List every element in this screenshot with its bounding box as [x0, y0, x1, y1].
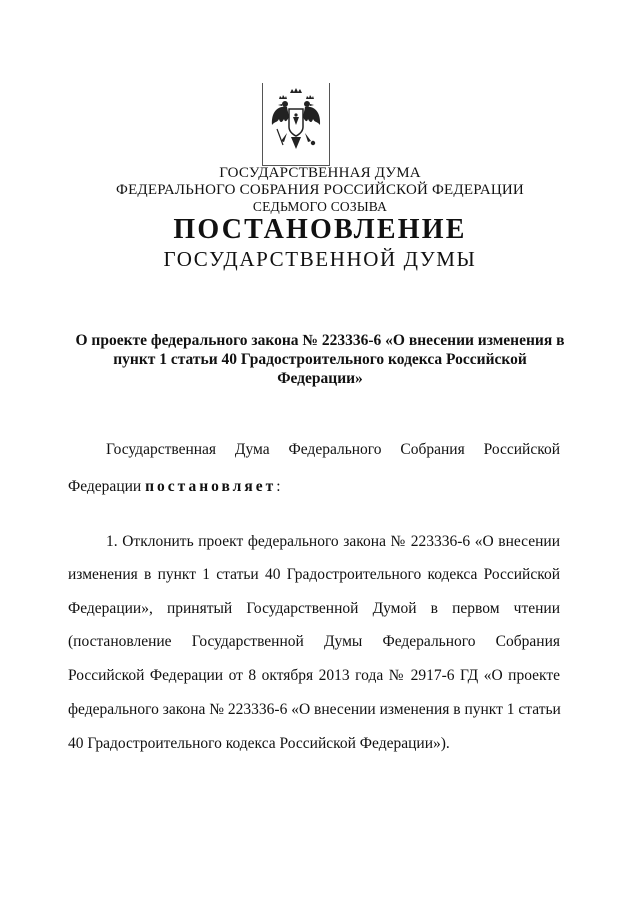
subject-line: пункт 1 статьи 40 Градостроительного кодекса Российской	[113, 351, 527, 368]
state-emblem	[262, 83, 330, 166]
convocation: СЕДЬМОГО СОЗЫВА	[252, 199, 388, 214]
paragraph-line: 1. Отклонить проект федерального закона № 223336-6 «О внесении	[106, 533, 560, 550]
decree-word: постановляет	[145, 478, 277, 495]
issuer-chamber: ГОСУДАРСТВЕННАЯ ДУМА	[219, 165, 421, 181]
paragraph-line: изменения в пункт 1 статьи 40 Градостроительного кодекса Российской	[68, 566, 560, 583]
subject-line: Федерации»	[277, 370, 363, 387]
document-type: ПОСТАНОВЛЕНИЕ	[173, 214, 467, 245]
preamble-prefix: Федерации	[68, 478, 146, 495]
preamble-line	[68, 478, 560, 496]
paragraph-line: (постановление Государственной Думы Федерального Собрания	[68, 633, 560, 650]
document-issuer: ГОСУДАРСТВЕННОЙ ДУМЫ	[163, 247, 477, 271]
paragraph-line: 40 Градостроительного кодекса Российской Федерации»).	[68, 735, 450, 752]
preamble-suffix: :	[276, 478, 281, 495]
paragraph-line: федерального закона № 223336-6 «О внесении изменения в пункт 1 статьи	[68, 701, 561, 718]
document-subject	[70, 331, 570, 388]
paragraph-line: Российской Федерации от 8 октября 2013 года № 2917-6 ГД «О проекте	[68, 667, 560, 684]
preamble-line: Государственная Дума Федерального Собрания Российской	[106, 441, 560, 458]
double-headed-eagle-icon	[263, 83, 329, 165]
issuer-parliament: ФЕДЕРАЛЬНОГО СОБРАНИЯ РОССИЙСКОЙ ФЕДЕРАЦИИ	[116, 182, 524, 198]
paragraph-line: Федерации», принятый Государственной Думой в первом чтении	[68, 600, 560, 617]
subject-line: О проекте федерального закона № 223336-6 «О внесении изменения в	[75, 332, 565, 349]
